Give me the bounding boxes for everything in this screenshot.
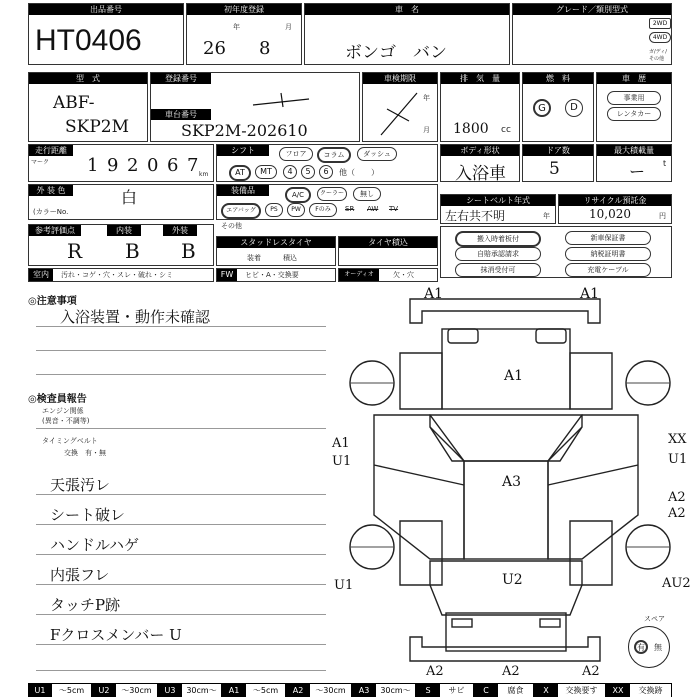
reg-year: 26 xyxy=(203,38,226,59)
mark-au2-right: AU2 xyxy=(662,576,691,591)
inspector-item-4: 内張フレ xyxy=(50,566,110,584)
body-value: 入浴車 xyxy=(455,164,506,184)
seatbelt-label: シートベルト年式 xyxy=(441,195,555,206)
shift-4: 4 xyxy=(283,165,297,179)
history-label: 車 歴 xyxy=(597,73,671,84)
audio-row xyxy=(338,268,438,282)
legend-key-c: C xyxy=(474,684,498,697)
reg-no-label: 登録番号 xyxy=(151,73,211,84)
legend-key-x: X xyxy=(534,684,558,697)
timing-label: タイミングベルト xyxy=(42,437,98,445)
recycle-value: 10,020 xyxy=(589,207,631,221)
year-unit: 年 xyxy=(233,23,240,31)
shift-5: 5 xyxy=(301,165,315,179)
legend-val-u2: ～30cm xyxy=(116,684,158,697)
inspection-label: 車検期限 xyxy=(363,73,437,84)
timing-sub: 交換 有・無 xyxy=(64,449,106,457)
legend-key-a3: A3 xyxy=(352,684,376,697)
spare-none: 無 xyxy=(654,643,662,652)
legend-key-u3: U3 xyxy=(158,684,182,697)
inspector-rule-3 xyxy=(36,554,326,555)
displacement-unit: cc xyxy=(501,125,511,135)
mark-a1-roof: A1 xyxy=(424,286,444,302)
fuel-box xyxy=(522,72,594,142)
drive-4wd: 4WD xyxy=(649,32,671,43)
displacement-box xyxy=(440,72,520,142)
doors-label: ドア数 xyxy=(523,145,593,156)
legend-val-a1: ～5cm xyxy=(246,684,286,697)
mark-a2-bottom-left: A2 xyxy=(426,664,444,679)
notes-rule-2 xyxy=(36,350,326,351)
lot-number: HT0406 xyxy=(35,24,142,57)
legend-key-s: S xyxy=(416,684,440,697)
model-value-1: ABF- xyxy=(53,93,95,113)
inspector-rule-1 xyxy=(36,494,326,495)
seatbelt-box xyxy=(440,194,556,224)
shift-other: 他（ ） xyxy=(339,168,379,177)
legend-key-a2: A2 xyxy=(286,684,310,697)
doors-value: 5 xyxy=(549,159,560,179)
legend-key-a1: A1 xyxy=(222,684,246,697)
color-no-label: (カラーNo. xyxy=(33,208,69,216)
fuel-g: G xyxy=(533,99,551,117)
legend-val-a2: ～30cm xyxy=(310,684,352,697)
inspector-rule-4 xyxy=(36,584,326,585)
shift-column: コラム xyxy=(317,147,351,163)
shift-label: シフト xyxy=(217,145,269,156)
doc-6: 充電ケーブル xyxy=(565,263,651,277)
car-name: ボンゴ バン xyxy=(345,43,447,63)
drive-2wd: 2WD xyxy=(649,18,671,29)
mark-a3-center: A3 xyxy=(502,474,522,490)
body-box xyxy=(440,144,520,182)
recycle-box xyxy=(558,194,672,224)
mark-a1-left: A1 xyxy=(332,436,350,451)
displacement-label: 排 気 量 xyxy=(441,73,519,84)
inspector-title: ◎検査員報告 xyxy=(28,394,87,405)
inspection-year-unit: 年 xyxy=(423,94,430,102)
capacity-box xyxy=(596,144,672,182)
lot-label: 出品番号 xyxy=(29,4,183,15)
seatbelt-unit: 年 xyxy=(543,212,550,220)
shift-dash: ダッシュ xyxy=(357,147,397,161)
equip-label: 装備品 xyxy=(217,185,269,196)
equip-box xyxy=(216,184,438,230)
equip-aw: AW xyxy=(367,205,379,213)
inspector-rule-2 xyxy=(36,524,326,525)
equip-sr: SR xyxy=(345,205,355,213)
legend-val-u1: ～5cm xyxy=(52,684,92,697)
exterior-value: B xyxy=(181,239,196,263)
capacity-unit: t xyxy=(663,159,667,168)
equip-airbag: エアバッグ xyxy=(221,203,261,219)
audio-items: 欠・穴 xyxy=(393,271,414,279)
studless-box xyxy=(216,236,336,266)
legend-key-u2: U2 xyxy=(92,684,116,697)
shift-mt: MT xyxy=(255,165,277,179)
fuel-note: ガ/ディ/その他 xyxy=(649,49,667,62)
month-unit: 月 xyxy=(285,23,292,31)
fw-items: ヒビ・A・交換要 xyxy=(245,271,299,279)
engine-rule xyxy=(36,428,326,429)
doc-2: 新車保証書 xyxy=(565,231,651,245)
equip-ac: A/C xyxy=(285,187,311,203)
lot-box xyxy=(28,3,184,65)
first-reg-box xyxy=(186,3,302,65)
exterior-label: 外装 xyxy=(163,225,197,236)
fw-row xyxy=(216,268,336,282)
inspector-item-3: ハンドルハゲ xyxy=(50,536,139,554)
notes-rule-3 xyxy=(36,374,326,375)
mileage-digit-6: 7 xyxy=(187,155,199,176)
docs-box xyxy=(440,226,672,278)
equip-pw: PW xyxy=(287,203,305,217)
first-reg-label: 初年度登録 xyxy=(187,4,301,15)
mileage-digit-5: 6 xyxy=(167,155,179,176)
mileage-digit-4: 0 xyxy=(147,155,159,176)
grade-box xyxy=(512,3,672,65)
capacity-value: ー xyxy=(629,162,646,181)
mileage-digit-3: 2 xyxy=(127,155,139,176)
recycle-unit: 円 xyxy=(659,212,666,220)
shift-at: AT xyxy=(229,165,251,181)
mark-a2-bottom-mid: A2 xyxy=(502,664,520,679)
mileage-label: 走行距離 xyxy=(29,145,73,156)
legend-val-s: サビ xyxy=(440,684,474,697)
inspection-month-unit: 月 xyxy=(423,126,430,134)
equip-cooler: クーラー xyxy=(317,187,347,201)
legend-val-xx: 交換跡 xyxy=(630,684,671,697)
studless-attached: 装着 xyxy=(247,254,261,262)
studless-label: スタッドレスタイヤ xyxy=(217,237,335,248)
chassis-value: SKP2M-202610 xyxy=(181,121,308,140)
doc-5: 抹消受付可 xyxy=(455,263,541,277)
mark-u1-right: U1 xyxy=(668,452,688,467)
legend-val-c: 腐食 xyxy=(498,684,534,697)
shift-6: 6 xyxy=(319,165,333,179)
notes-rule-1 xyxy=(36,326,326,327)
notes-line-1: 入浴装置・動作未確認 xyxy=(60,308,211,326)
inspector-item-2: シート破レ xyxy=(50,506,126,524)
legend-val-u3: 30cm～ xyxy=(182,684,222,697)
shift-box xyxy=(216,144,438,182)
color-box xyxy=(28,184,214,220)
score-box xyxy=(28,224,214,266)
mark-a2-right-2: A2 xyxy=(668,506,686,521)
car-name-label: 車 名 xyxy=(305,4,509,15)
equip-tv: TV xyxy=(389,205,399,213)
equip-none: 無し xyxy=(353,187,381,201)
interior-row xyxy=(28,268,214,282)
fuel-label: 燃 料 xyxy=(523,73,593,84)
legend-key-xx: XX xyxy=(606,684,630,697)
equip-ps: PS xyxy=(265,203,283,217)
mark-u1-left: U1 xyxy=(332,454,352,469)
notes-title: ◎注意事項 xyxy=(28,296,77,307)
studless-loaded: 積込 xyxy=(283,254,297,262)
equip-other: その他 xyxy=(221,222,242,230)
doc-3: 自賠承認請求 xyxy=(455,247,541,261)
fuel-d: D xyxy=(565,99,583,117)
seatbelt-value: 左右共不明 xyxy=(445,209,506,223)
model-box xyxy=(28,72,148,142)
reg-no-strike xyxy=(251,85,311,109)
legend-val-a3: 30cm～ xyxy=(376,684,416,697)
fw-key: FW xyxy=(217,269,237,281)
inspector-rule-7 xyxy=(36,670,326,671)
mileage-digit-2: 9 xyxy=(107,155,119,176)
mark-u1-lower-left: U1 xyxy=(334,578,354,593)
tire-box xyxy=(338,236,438,266)
audio-key: オーディオ xyxy=(339,269,379,281)
doors-box xyxy=(522,144,594,182)
legend-val-x: 交換要す xyxy=(558,684,606,697)
inspector-item-5: タッチP跡 xyxy=(50,596,121,614)
engine-label: エンジン関係 xyxy=(42,407,84,415)
mark-a2-right-1: A2 xyxy=(668,490,686,505)
score-label: 参考評価点 xyxy=(29,225,81,236)
color-label: 外 装 色 xyxy=(29,185,73,196)
inspector-rule-5 xyxy=(36,614,326,615)
model-label: 型 式 xyxy=(29,73,147,84)
legend-key-u1: U1 xyxy=(28,684,52,697)
inspection-box xyxy=(362,72,438,142)
displacement-value: 1800 xyxy=(453,121,489,137)
history-rental: レンタカー xyxy=(607,107,661,121)
capacity-label: 最大積載量 xyxy=(597,145,671,156)
mileage-box xyxy=(28,144,214,182)
spare-label: スペア xyxy=(644,615,665,623)
mark-a2-bottom-right: A2 xyxy=(582,664,600,679)
history-box xyxy=(596,72,672,142)
mark-xx-right: XX xyxy=(668,432,687,447)
reg-month: 8 xyxy=(259,38,271,59)
doc-1: 搬入時着板付 xyxy=(455,231,541,247)
mileage-unit: km xyxy=(199,171,209,178)
grade-label: グレード／類別型式 xyxy=(513,4,671,15)
interior-label: 内装 xyxy=(107,225,141,236)
mark-a1-upper: A1 xyxy=(504,368,524,384)
spare-has: 有 xyxy=(634,640,648,654)
inspector-item-1: 天張汚レ xyxy=(50,476,111,494)
inspection-strike xyxy=(373,87,423,139)
interior-key: 室内 xyxy=(29,269,53,281)
interior-items: 汚れ・コゲ・穴・スレ・破れ・シミ xyxy=(61,271,173,279)
mileage-digit-1: 1 xyxy=(87,155,99,176)
tire-label: タイヤ積込 xyxy=(339,237,437,248)
engine-sub: (異音・不調等) xyxy=(42,417,90,425)
equip-front-only: Fのみ xyxy=(309,203,337,217)
car-name-box xyxy=(304,3,510,65)
history-business: 事業用 xyxy=(607,91,661,105)
inspector-item-6: Fクロスメンバー U xyxy=(50,626,182,644)
mark-a1-top-right: A1 xyxy=(580,286,600,302)
model-value-2: SKP2M xyxy=(65,117,130,137)
body-label: ボディ形状 xyxy=(441,145,519,156)
color-value: 白 xyxy=(121,188,138,207)
mark-u2-front: U2 xyxy=(502,572,523,588)
doc-4: 納税証明書 xyxy=(565,247,651,261)
score-value: R xyxy=(67,239,83,263)
inspector-rule-6 xyxy=(36,644,326,645)
reg-chassis-box xyxy=(150,72,360,142)
interior-value: B xyxy=(125,239,140,263)
mileage-mark: マーク xyxy=(31,159,50,166)
recycle-label: リサイクル預託金 xyxy=(559,195,671,206)
chassis-label: 車台番号 xyxy=(151,109,211,120)
shift-floor: フロア xyxy=(279,147,313,161)
